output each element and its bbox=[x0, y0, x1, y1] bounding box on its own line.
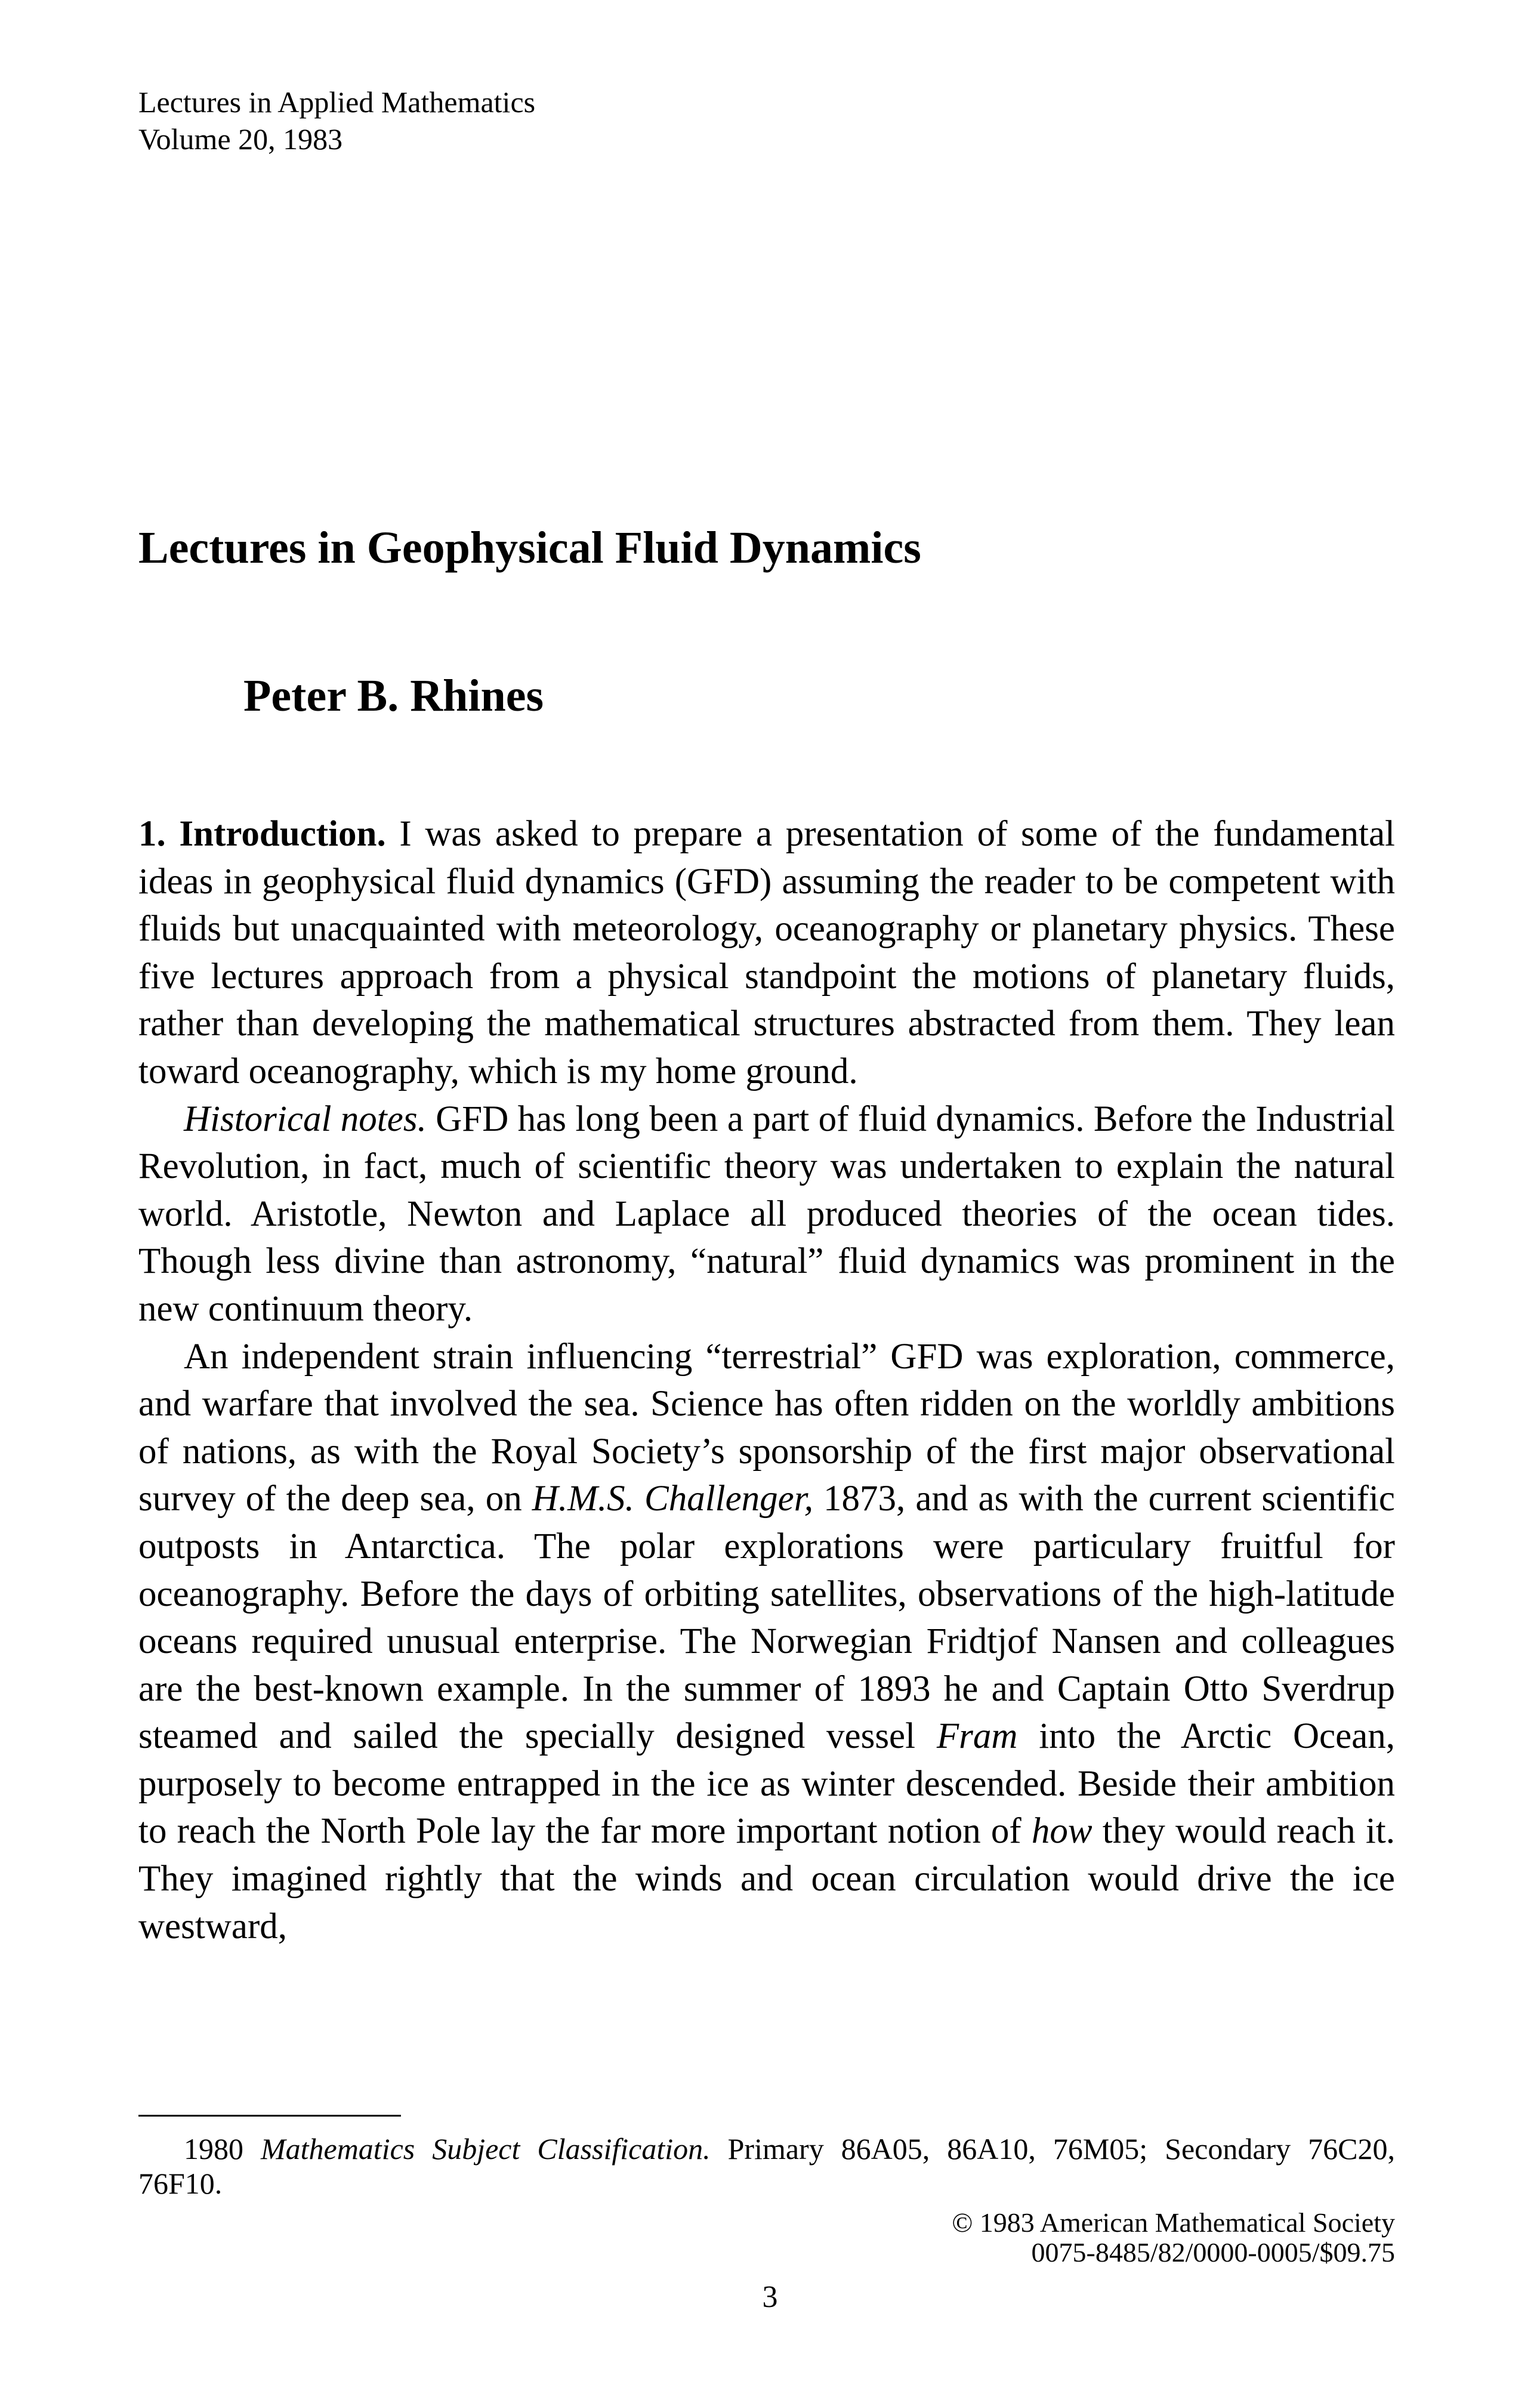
emphasis-how: how bbox=[1031, 1811, 1092, 1852]
vessel-name: Fram bbox=[936, 1716, 1018, 1757]
footnote bbox=[138, 2132, 1395, 2201]
historical-paragraph bbox=[138, 1096, 1395, 1333]
exploration-text-c: into the Arctic Ocean, purposely to become entrapped in the ice as winter descended. Beside their ambition to reach the North Pole lay the far more important notion of bbox=[138, 1716, 1395, 1852]
exploration-text-b: 1873, and as with the current scientific outposts in Antarctica. The polar explorations were particulary fruitful for oceanography. Before the days of orbiting satellites, observations of the high-latitude oceans required unusual enterprise. The Norwegian Fridtjof Nansen and colleagues are the best-known example. In the summer of 1893 he and Captain Otto Sverdrup steamed and sailed the specially designed vessel bbox=[138, 1479, 1395, 1757]
series-name: Lectures in Applied Mathematics bbox=[138, 85, 536, 119]
body-text bbox=[138, 810, 1395, 1950]
exploration-text-d: they would reach it. They imagined rightly that the winds and ocean circulation would drive the ice westward, bbox=[138, 1811, 1395, 1947]
footnote-year: 1980 bbox=[184, 2132, 261, 2166]
section-heading: 1. Introduction. bbox=[138, 814, 386, 854]
intro-text: I was asked to prepare a presentation of some of the fundamental ideas in geophysical fluid dynamics (GFD) assuming the reader to be competent with fluids but unacquainted with meteorology, oceanography or planetary physics. These five lectures approach from a physical standpoint the motions of planetary fluids, rather than developing the mathematical structures abstracted from them. They lean toward oceanography, which is my home ground. bbox=[138, 814, 1396, 1091]
ship-name: H.M.S. Challenger, bbox=[532, 1479, 813, 1519]
issn-line: 0075-8485/82/0000-0005/$09.75 bbox=[1031, 2237, 1395, 2268]
intro-paragraph bbox=[138, 810, 1395, 1096]
paper-title: Lectures in Geophysical Fluid Dynamics bbox=[138, 523, 921, 573]
page-number: 3 bbox=[762, 2280, 778, 2314]
copyright-line: © 1983 American Mathematical Society bbox=[952, 2207, 1395, 2238]
series-volume: Volume 20, 1983 bbox=[138, 122, 343, 156]
series-header bbox=[138, 84, 535, 158]
exploration-paragraph bbox=[138, 1333, 1395, 1951]
author-name: Peter B. Rhines bbox=[243, 671, 544, 721]
footnote-label: Mathematics Subject Classification. bbox=[260, 2132, 711, 2166]
exploration-text-a: An independent strain influencing “terrestrial” GFD was exploration, commerce, and warfare that involved the sea. Science has often ridden on the worldly ambitions of nations, as with the Royal Society’s sponsorship of the first major observational survey of the deep sea, on bbox=[138, 1336, 1395, 1519]
footnote-text: Primary 86A05, 86A10, 76M05; Secondary 76C20, 76F10. bbox=[138, 2132, 1395, 2200]
historical-notes-label: Historical notes. bbox=[184, 1099, 427, 1139]
footnote-rule bbox=[138, 2115, 401, 2117]
copyright-block bbox=[952, 2208, 1395, 2268]
historical-text: GFD has long been a part of fluid dynamics. Before the Industrial Revolution, in fact, much of scientific theory was undertaken to explain the natural world. Aristotle, Newton and Laplace all produced theories of the ocean tides. Though less divine than astronomy, “natural” fluid dynamics was prominent in the new continuum theory. bbox=[138, 1099, 1395, 1329]
